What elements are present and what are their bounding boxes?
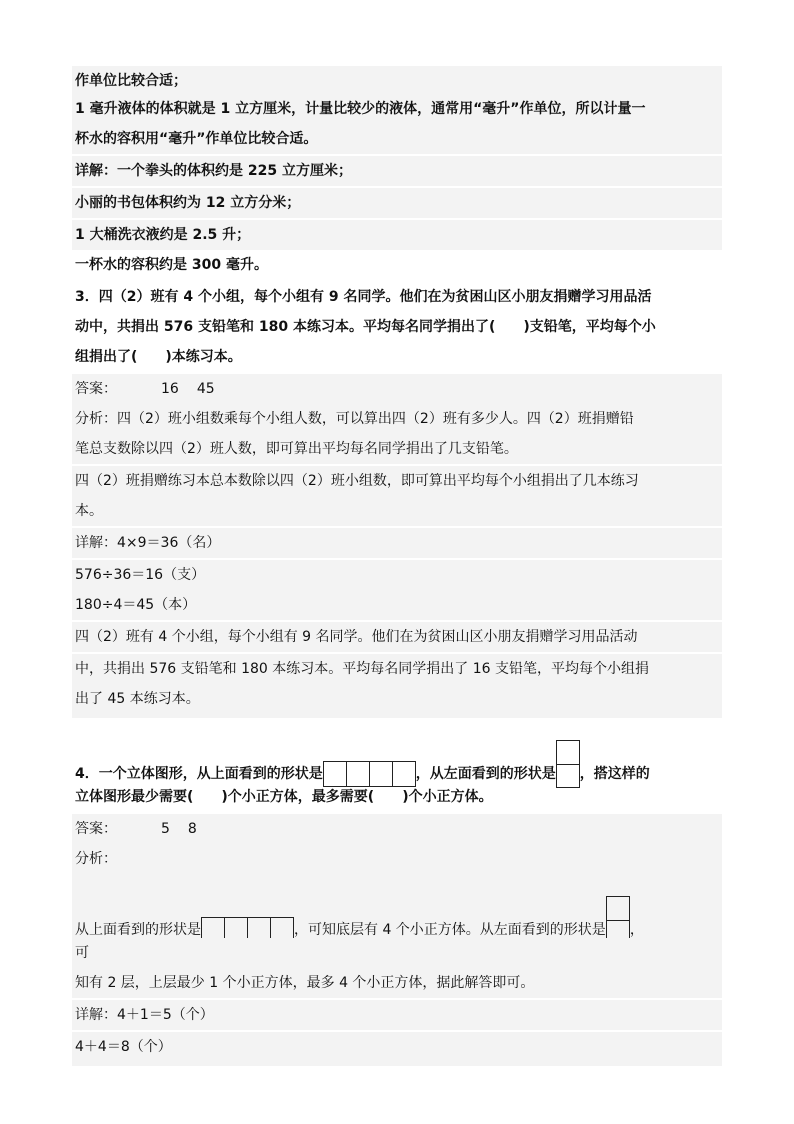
question-4-line: 立体图形最少需要( )个小正方体，最多需要( )个小正方体。 [75,789,493,805]
analysis-line: 可 [72,938,722,968]
analysis-line: 四（2）班捐赠练习本总本数除以四（2）班小组数，即可算出平均每个小组捐出了几本练习 [72,466,722,496]
text-line: 1 毫升液体的体积就是 1 立方厘米，计量比较少的液体，通常用“毫升”作单位，所以计量一 [72,94,722,124]
summary-line: 中，共捐出 576 支铅笔和 180 本练习本。平均每名同学捐出了 16 支铅笔，平均每个小组捐 [72,654,722,684]
answer-value: 8 [187,821,197,837]
analysis-label: 分析： [72,844,722,874]
analysis-text: ，可知底层有 4 个小正方体。从左面看到的形状是 [294,922,606,938]
analysis-text: ， [629,922,644,938]
answer-value: 16 [161,381,179,397]
analysis-line: 知有 2 层，上层最少 1 个小正方体，最多 4 个小正方体，据此解答即可。 [72,968,722,998]
question-3-line: 动中，共捐出 576 支铅笔和 180 本练习本。平均每名同学捐出了( )支铅笔，平均每个小 [75,319,656,335]
answer-line [72,814,722,844]
analysis-line: 分析：四（2）班小组数乘每个小组人数，可以算出四（2）班有多少人。四（2）班捐赠铅 [72,404,722,434]
text-line: 1 大桶洗衣液约是 2.5 升； [72,220,722,250]
text-line: 详解：一个拳头的体积约是 225 立方厘米； [72,156,722,186]
text-line: 小丽的书包体积约为 12 立方分米； [72,188,722,218]
question-3-line: 组捐出了( )本练习本。 [75,349,242,365]
detail-line: 详解：4＋1＝5（个） [72,1000,722,1030]
detail-line: 4＋4＝8（个） [72,1032,722,1066]
detail-line: 180÷4＝45（本） [72,590,722,620]
detail-line: 576÷36＝16（支） [72,560,722,590]
analysis-text: 从上面看到的形状是 [75,922,201,938]
text-line: 一杯水的容积约是 300 毫升。 [75,257,268,273]
left-view-figure [556,740,580,788]
analysis-line: 本。 [72,496,722,526]
summary-line: 四（2）班有 4 个小组，每个小组有 9 名同学。他们在为贫困山区小朋友捐赠学习用品活动 [72,622,722,652]
summary-line: 出了 45 本练习本。 [72,684,722,718]
text-line: 作单位比较合适； [72,66,722,96]
question-3-line: 3．四（2）班有 4 个小组，每个小组有 9 名同学。他们在为贫困山区小朋友捐赠学习用品活 [75,289,652,305]
analysis-line: 笔总支数除以四（2）班人数，即可算出平均每名同学捐出了几支铅笔。 [72,434,722,464]
answer-value: 5 [161,821,170,837]
answer-label: 答案： [75,381,117,397]
answer-value: 45 [196,381,215,397]
detail-line: 详解：4×9＝36（名） [72,528,722,558]
text-line: 杯水的容积用“毫升”作单位比较合适。 [72,124,722,154]
left-view-figure [606,896,630,944]
question-4-text: ，搭这样的 [579,766,650,782]
question-4-text: ，从左面看到的形状是 [415,766,556,782]
question-4-text: 4．一个立体图形，从上面看到的形状是 [75,766,323,782]
answer-line [72,374,722,404]
answer-label: 答案： [75,821,117,837]
